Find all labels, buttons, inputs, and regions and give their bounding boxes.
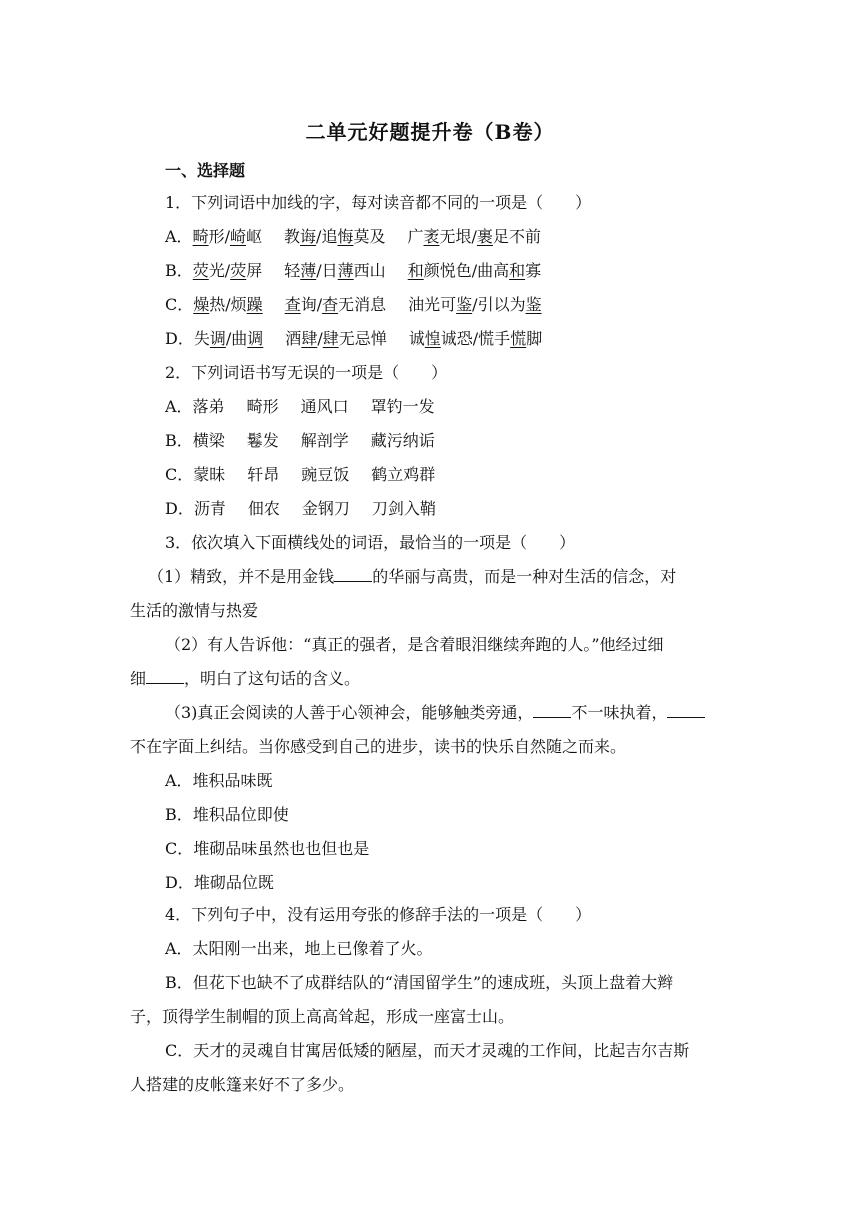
text: 热/烦 <box>209 295 247 314</box>
underlined-char: 肆 <box>322 329 339 348</box>
text: A．落弟 <box>165 397 225 416</box>
q4-option-a: A．太阳刚一出来，地上已像着了火。 <box>165 939 433 958</box>
answer-blank <box>334 567 372 582</box>
text: ，明白了这句话的含义。 <box>184 669 361 688</box>
text: 油光可 <box>408 295 457 314</box>
q1-stem: 1．下列词语中加线的字，每对读音都不同的一项是（ ） <box>165 193 592 212</box>
text: /日 <box>316 261 338 280</box>
underlined-char: 诲 <box>300 227 317 246</box>
text: 足不前 <box>492 227 541 246</box>
underlined-char: 躁 <box>246 295 263 314</box>
text: 鬈发 <box>246 431 279 450</box>
q3-option-a: A．堆积品味既 <box>165 771 273 790</box>
underlined-char: 和 <box>407 261 424 280</box>
text: 藏污纳诟 <box>370 431 435 450</box>
text: 刀剑入鞘 <box>371 499 436 518</box>
q3-passage-2-cont <box>130 666 700 689</box>
text: 罩钓一发 <box>370 397 435 416</box>
option-label: C． <box>165 295 194 314</box>
q4-stem: 4．下列句子中，没有运用夸张的修辞手法的一项是（ ） <box>165 905 592 924</box>
q3-option-d: D．堆砌品位既 <box>165 873 274 892</box>
text: /引以为 <box>472 295 526 314</box>
text: D．沥青 <box>165 499 226 518</box>
underlined-char: 鉴 <box>456 295 473 314</box>
text: 通风口 <box>300 397 349 416</box>
q3-passage-1-cont: 生活的激情与热爱 <box>130 601 259 620</box>
text: 无消息 <box>338 295 387 314</box>
text: 轻 <box>284 261 301 280</box>
text: 教 <box>284 227 301 246</box>
text: 轩昂 <box>247 465 280 484</box>
q3-passage-1 <box>148 564 738 587</box>
option-label: D． <box>165 329 194 348</box>
q3-option-c: C．堆砌品味虽然也也但也是 <box>165 839 370 858</box>
text: 诚 <box>408 329 425 348</box>
text: /曲 <box>225 329 248 348</box>
q2-option-d <box>165 496 735 519</box>
text: / <box>317 329 323 348</box>
section-heading: 一、选择题 <box>165 161 246 180</box>
text: 形/ <box>208 227 230 246</box>
text: 豌豆饭 <box>301 465 350 484</box>
text: 屏 <box>246 261 263 280</box>
underlined-char: 袤 <box>423 227 440 246</box>
text: 颜悦色/曲高 <box>423 261 510 280</box>
underlined-char: 悔 <box>337 227 354 246</box>
q1-option-c <box>165 292 735 315</box>
underlined-char: 荧 <box>192 261 209 280</box>
text: 诚恐/慌手 <box>440 329 511 348</box>
text: （3)真正会阅读的人善于心领神会，能够触类旁通， <box>165 703 534 722</box>
underlined-char: 鉴 <box>525 295 542 314</box>
underlined-char: 薄 <box>337 261 354 280</box>
text: 岖 <box>246 227 263 246</box>
text: 金钢刀 <box>301 499 350 518</box>
text: 西山 <box>353 261 386 280</box>
q1-option-d <box>165 326 735 349</box>
option-label: A． <box>165 227 193 246</box>
option-label: B． <box>165 261 193 280</box>
text: B．横梁 <box>165 431 225 450</box>
underlined-char: 杳 <box>322 295 339 314</box>
q1-option-a <box>165 224 735 247</box>
q1-option-b <box>165 258 735 281</box>
text: C．蒙昧 <box>165 465 226 484</box>
underlined-char: 和 <box>509 261 526 280</box>
q4-option-b: B．但花下也缺不了成群结队的“清国留学生”的速成班，头顶上盘着大辫 <box>165 973 674 992</box>
text: 无垠/ <box>439 227 477 246</box>
underlined-char: 调 <box>247 329 264 348</box>
text: 广 <box>407 227 424 246</box>
q4-option-b-cont: 子，顶得学生制帽的顶上高高耸起，形成一座富士山。 <box>130 1007 515 1026</box>
underlined-char: 畸 <box>192 227 209 246</box>
text: 鹤立鸡群 <box>371 465 436 484</box>
q4-option-c: C．天才的灵魂自甘寓居低矮的陋屋，而天才灵魂的工作间，比起吉尔吉斯 <box>165 1041 690 1060</box>
text: 酒 <box>285 329 302 348</box>
text: /追 <box>316 227 338 246</box>
underlined-char: 肆 <box>301 329 318 348</box>
text: 寡 <box>525 261 542 280</box>
q4-option-c-cont: 人搭建的皮帐篷来好不了多少。 <box>130 1075 355 1094</box>
text: 畸形 <box>246 397 279 416</box>
q2-option-b <box>165 428 735 451</box>
answer-blank <box>667 703 705 718</box>
text: 无忌惮 <box>338 329 387 348</box>
underlined-char: 调 <box>209 329 226 348</box>
text: 光/ <box>208 261 231 280</box>
q3-passage-3 <box>165 700 755 723</box>
underlined-char: 查 <box>284 295 301 314</box>
underlined-char: 燥 <box>193 295 210 314</box>
text: 询/ <box>300 295 323 314</box>
underlined-char: 薄 <box>300 261 317 280</box>
q2-option-c <box>165 462 735 485</box>
underlined-char: 荧 <box>230 261 247 280</box>
answer-blank <box>146 669 184 684</box>
text: 不一味执着， <box>571 703 668 722</box>
page-title: 二单元好题提升卷（B卷） <box>305 120 555 144</box>
text: 莫及 <box>353 227 386 246</box>
text: 细 <box>130 669 147 688</box>
answer-blank <box>533 703 571 718</box>
q3-stem: 3．依次填入下面横线处的词语，最恰当的一项是（ ） <box>165 533 576 552</box>
text: 的华丽与高贵，而是一种对生活的信念，对 <box>372 567 677 586</box>
text: 解剖学 <box>300 431 349 450</box>
q2-stem: 2．下列词语书写无误的一项是（ ） <box>165 363 448 382</box>
underlined-char: 裹 <box>476 227 493 246</box>
underlined-char: 慌 <box>510 329 527 348</box>
q3-option-b: B．堆积品位即使 <box>165 805 289 824</box>
underlined-char: 崎 <box>229 227 246 246</box>
q3-passage-3-cont: 不在字面上纠结。当你感受到自己的进步，读书的快乐自然随之而来。 <box>130 737 627 756</box>
text: 脚 <box>526 329 543 348</box>
q2-option-a <box>165 394 735 417</box>
text: 佃农 <box>247 499 280 518</box>
text: （1）精致，并不是用金钱 <box>148 567 335 586</box>
underlined-char: 惶 <box>424 329 441 348</box>
q3-passage-2: （2）有人告诉他：“真正的强者，是含着眼泪继续奔跑的人。”他经过细 <box>165 635 664 654</box>
text: 失 <box>193 329 210 348</box>
